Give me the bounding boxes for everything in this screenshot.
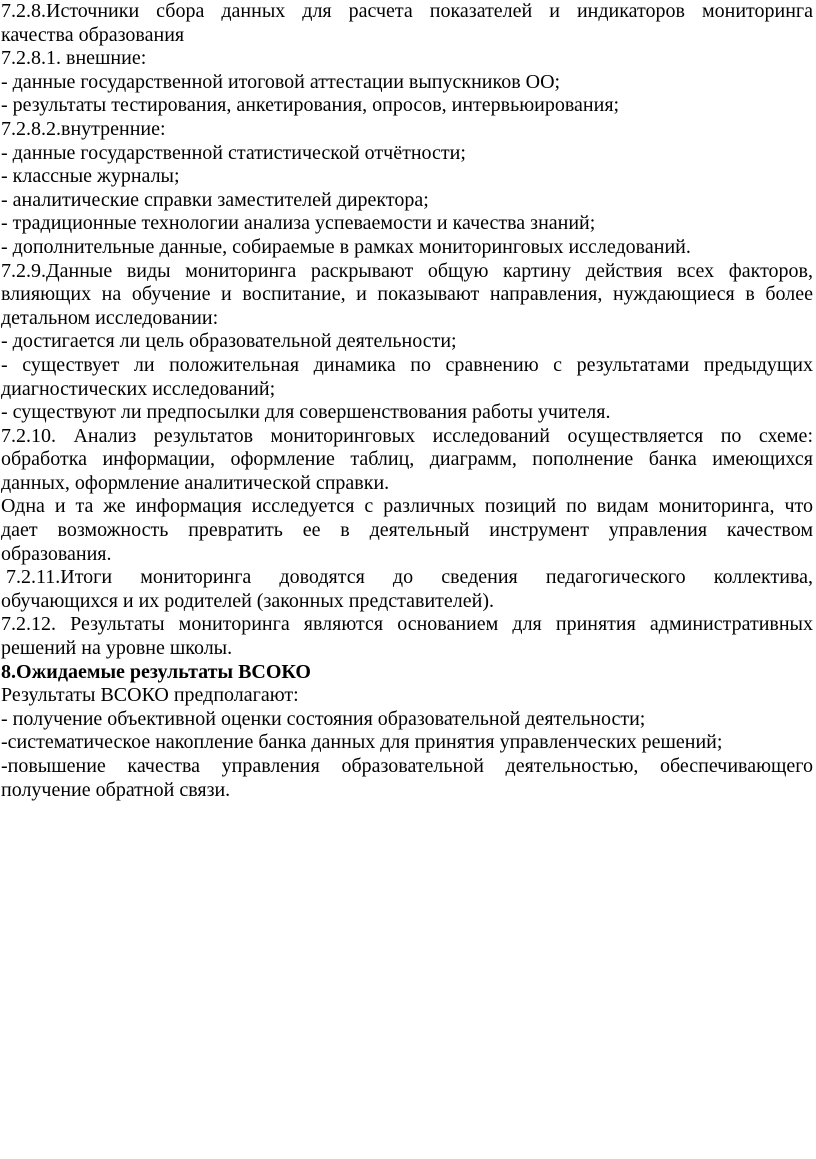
text-line: 7.2.8.Источники сбора данных для расчета показателей и индикаторов мониторинга <box>1 0 813 22</box>
list-item <box>1 755 814 802</box>
paragraph-7-2-10 <box>1 425 814 496</box>
text-line: решений на уровне школы. <box>1 637 233 660</box>
text-line: - существует ли положительная динамика по сравнению с результатами предыдущих <box>1 353 813 376</box>
paragraph-7-2-8-2: 7.2.8.2.внутренние: <box>1 117 166 140</box>
text-line: диагностических исследований; <box>1 377 276 400</box>
list-item: -систематическое накопление банка данных для принятия управленческих решений; <box>1 731 723 754</box>
paragraph-information <box>1 495 814 566</box>
list-item: - данные государственной итоговой аттестации выпускников ОО; <box>1 70 561 93</box>
list-item: - получение объективной оценки состояния образовательной деятельности; <box>1 707 646 730</box>
text-line: 7.2.10. Анализ результатов мониторинговых исследований осуществляется по схеме: <box>1 424 813 447</box>
text-line: влияющих на обучение и воспитание, и показывают направления, нуждающиеся в более <box>1 283 813 306</box>
text-line: 7.2.11.Итоги мониторинга доводятся до сведения педагогического коллектива, <box>6 566 813 589</box>
paragraph-7-2-9 <box>1 260 814 331</box>
text-line: дает возможность превратить ее в деятельный инструмент управления качеством <box>1 519 813 542</box>
text-line: качества образования <box>1 23 185 46</box>
list-item: - результаты тестирования, анкетирования, опросов, интервьюирования; <box>1 94 620 117</box>
paragraph-results-intro: Результаты ВСОКО предполагают: <box>1 684 299 707</box>
list-item: - традиционные технологии анализа успеваемости и качества знаний; <box>1 212 596 235</box>
paragraph-7-2-12 <box>1 613 814 660</box>
list-item: - дополнительные данные, собираемые в рамках мониторинговых исследований. <box>1 235 691 258</box>
text-line: получение обратной связи. <box>1 778 231 801</box>
text-line: 7.2.12. Результаты мониторинга являются основанием для принятия административных <box>1 613 813 636</box>
text-line: обработка информации, оформление таблиц, диаграмм, пополнение банка имеющихся <box>1 448 813 471</box>
paragraph-7-2-11 <box>1 566 814 613</box>
list-item: - существуют ли предпосылки для совершенствования работы учителя. <box>1 401 611 424</box>
paragraph-7-2-8 <box>1 0 814 47</box>
text-line: образования. <box>1 542 112 565</box>
paragraph-7-2-8-1: 7.2.8.1. внешние: <box>1 47 147 70</box>
section-heading-8: 8.Ожидаемые результаты ВСОКО <box>1 660 311 683</box>
list-item: - классные журналы; <box>1 165 180 188</box>
list-item: - аналитические справки заместителей директора; <box>1 188 429 211</box>
text-line: -повышение качества управления образовательной деятельностью, обеспечивающего <box>1 755 813 777</box>
list-item: - данные государственной статистической отчётности; <box>1 141 466 164</box>
text-line: данных, оформление аналитической справки. <box>1 471 390 494</box>
text-line: 7.2.9.Данные виды мониторинга раскрывают общую картину действия всех факторов, <box>1 259 813 282</box>
text-line: обучающихся и их родителей (законных представителей). <box>1 589 494 612</box>
text-line: детальном исследовании: <box>1 306 219 329</box>
list-item <box>1 354 814 401</box>
text-line: Одна и та же информация исследуется с различных позиций по видам мониторинга, что <box>1 495 813 518</box>
list-item: - достигается ли цель образовательной деятельности; <box>1 330 457 353</box>
